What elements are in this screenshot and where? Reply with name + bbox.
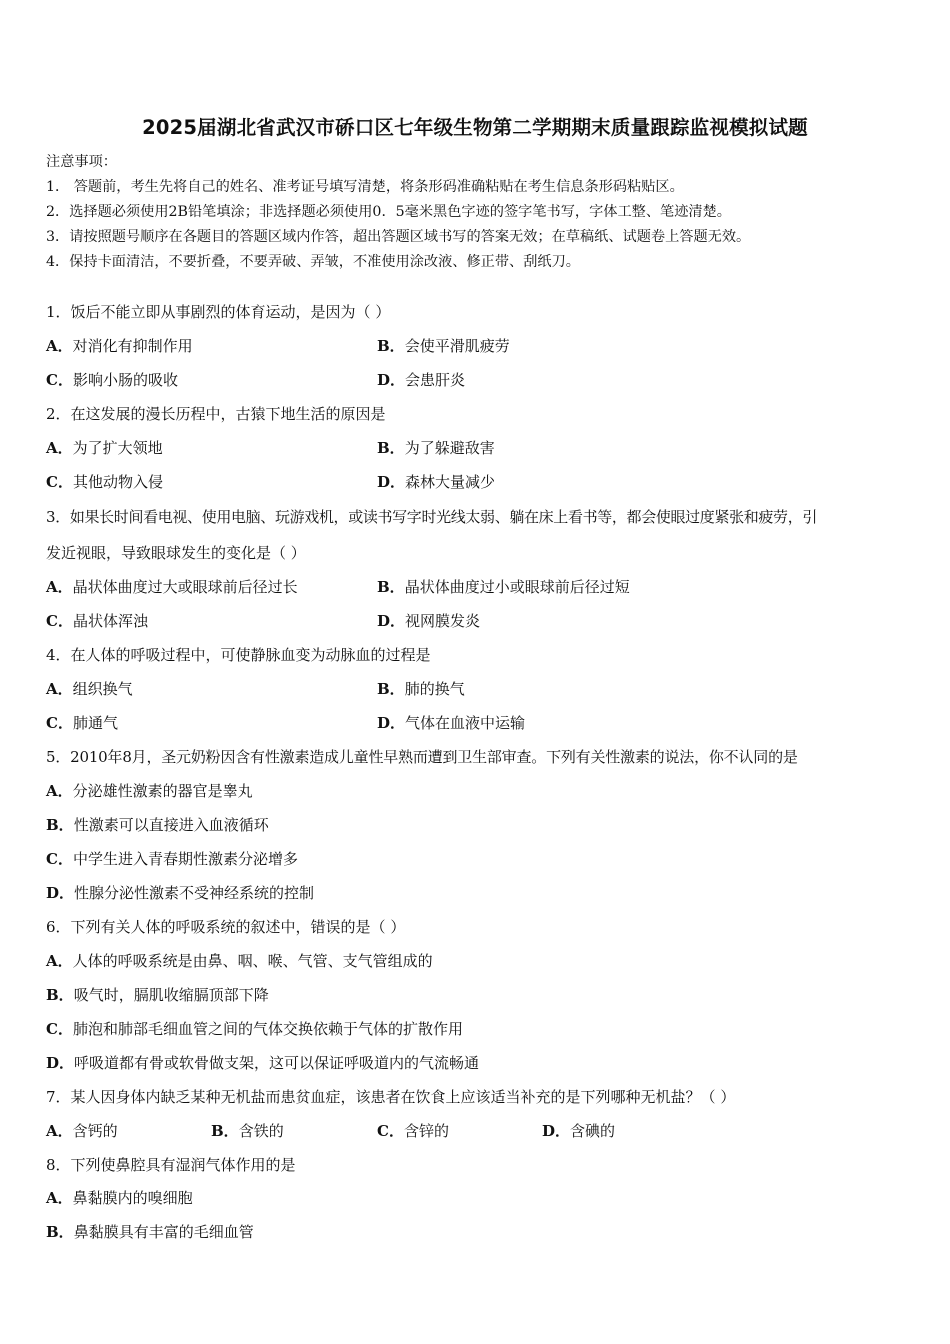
option-text: 对消化有抑制作用 bbox=[72, 337, 193, 355]
option-label: B． bbox=[46, 1223, 74, 1241]
option-6c[interactable] bbox=[46, 1018, 463, 1039]
option-text: 吸气时，膈肌收缩膈顶部下降 bbox=[73, 986, 269, 1004]
option-6d[interactable] bbox=[46, 1052, 479, 1073]
option-7d[interactable] bbox=[542, 1120, 615, 1141]
notice-section bbox=[46, 150, 916, 275]
option-text: 晶状体曲度过大或眼球前后径过长 bbox=[72, 578, 298, 596]
option-text: 为了扩大领地 bbox=[72, 439, 163, 457]
option-text: 为了躲避敌害 bbox=[404, 439, 495, 457]
option-label: D． bbox=[542, 1122, 571, 1140]
option-text: 肺通气 bbox=[72, 714, 118, 732]
option-2c[interactable] bbox=[46, 471, 163, 492]
option-label: A． bbox=[46, 952, 73, 970]
option-text: 视网膜发炎 bbox=[405, 612, 481, 630]
notice-heading: 注意事项： bbox=[46, 154, 117, 170]
option-label: C． bbox=[46, 473, 73, 491]
option-text: 会使平滑肌疲劳 bbox=[404, 337, 510, 355]
option-7a[interactable] bbox=[46, 1120, 118, 1141]
question-stem-4: 4．在人体的呼吸过程中，可使静脉血变为动脉血的过程是 bbox=[46, 646, 431, 664]
notice-item: 3．请按照题号顺序在各题目的答题区域内作答，超出答题区域书写的答案无效；在草稿纸、试题卷上答题无效。 bbox=[46, 229, 751, 245]
option-1a[interactable] bbox=[46, 335, 193, 356]
option-label: A． bbox=[46, 782, 73, 800]
notice-item: 1． 答题前，考生先将自己的姓名、准考证号填写清楚，将条形码准确粘贴在考生信息条形码粘贴区。 bbox=[46, 179, 684, 195]
option-label: B． bbox=[377, 337, 405, 355]
option-1b[interactable] bbox=[377, 335, 510, 356]
option-text: 鼻黏膜具有丰富的毛细血管 bbox=[73, 1223, 254, 1241]
option-4c[interactable] bbox=[46, 712, 118, 733]
option-label: C． bbox=[46, 1020, 73, 1038]
option-text: 人体的呼吸系统是由鼻、咽、喉、气管、支气管组成的 bbox=[72, 952, 433, 970]
option-text: 含钙的 bbox=[72, 1122, 118, 1140]
option-5c[interactable] bbox=[46, 848, 298, 869]
notice-item: 4．保持卡面清洁，不要折叠，不要弄破、弄皱，不准使用涂改液、修正带、刮纸刀。 bbox=[46, 254, 580, 270]
option-label: D． bbox=[377, 714, 406, 732]
option-text: 呼吸道都有骨或软骨做支架，这可以保证呼吸道内的气流畅通 bbox=[74, 1054, 480, 1072]
option-label: C． bbox=[46, 850, 73, 868]
option-8a[interactable] bbox=[46, 1187, 193, 1208]
option-label: C． bbox=[46, 371, 73, 389]
option-text: 会患肝炎 bbox=[405, 371, 466, 389]
option-label: D． bbox=[377, 612, 406, 630]
question-stem-8: 8．下列使鼻腔具有湿润气体作用的是 bbox=[46, 1156, 296, 1174]
option-text: 含铁的 bbox=[238, 1122, 284, 1140]
option-text: 中学生进入青春期性激素分泌增多 bbox=[72, 850, 298, 868]
option-label: C． bbox=[377, 1122, 404, 1140]
option-label: A． bbox=[46, 1189, 73, 1207]
option-label: C． bbox=[46, 612, 73, 630]
option-label: D． bbox=[377, 473, 406, 491]
option-1d[interactable] bbox=[377, 369, 465, 390]
option-label: A． bbox=[46, 578, 73, 596]
option-text: 肺的换气 bbox=[404, 680, 465, 698]
option-label: D． bbox=[46, 884, 75, 902]
option-5b[interactable] bbox=[46, 814, 269, 835]
option-text: 晶状体曲度过小或眼球前后径过短 bbox=[404, 578, 630, 596]
option-label: A． bbox=[46, 439, 73, 457]
option-text: 鼻黏膜内的嗅细胞 bbox=[72, 1189, 193, 1207]
option-2d[interactable] bbox=[377, 471, 495, 492]
option-7c[interactable] bbox=[377, 1120, 449, 1141]
question-stem-7: 7．某人因身体内缺乏某种无机盐而患贫血症，该患者在饮食上应该适当补充的是下列哪种无机盐？（ ） bbox=[46, 1088, 736, 1106]
option-label: D． bbox=[377, 371, 406, 389]
page-title: 2025届湖北省武汉市硚口区七年级生物第二学期期末质量跟踪监视模拟试题 bbox=[142, 116, 808, 139]
option-4a[interactable] bbox=[46, 678, 133, 699]
option-text: 影响小肠的吸收 bbox=[72, 371, 178, 389]
question-stem-3-cont: 发近视眼，导致眼球发生的变化是（ ） bbox=[46, 544, 306, 562]
option-text: 性激素可以直接进入血液循环 bbox=[73, 816, 269, 834]
option-text: 含锌的 bbox=[403, 1122, 449, 1140]
option-label: B． bbox=[211, 1122, 239, 1140]
option-8b[interactable] bbox=[46, 1221, 254, 1242]
option-5d[interactable] bbox=[46, 882, 314, 903]
option-3c[interactable] bbox=[46, 610, 148, 631]
question-stem-6: 6．下列有关人体的呼吸系统的叙述中，错误的是（ ） bbox=[46, 918, 406, 936]
option-text: 其他动物入侵 bbox=[72, 473, 163, 491]
option-3b[interactable] bbox=[377, 576, 630, 597]
option-text: 性腺分泌性激素不受神经系统的控制 bbox=[74, 884, 315, 902]
option-6a[interactable] bbox=[46, 950, 433, 971]
option-3a[interactable] bbox=[46, 576, 298, 597]
option-2a[interactable] bbox=[46, 437, 163, 458]
option-label: B． bbox=[377, 578, 405, 596]
question-stem-2: 2．在这发展的漫长历程中，古猿下地生活的原因是 bbox=[46, 405, 386, 423]
option-7b[interactable] bbox=[211, 1120, 284, 1141]
option-text: 森林大量减少 bbox=[405, 473, 496, 491]
question-stem-3: 3．如果长时间看电视、使用电脑、玩游戏机，或读书写字时光线太弱、躺在床上看书等，都会使眼过度紧张和疲劳，引 bbox=[46, 508, 817, 526]
option-label: B． bbox=[377, 680, 405, 698]
option-2b[interactable] bbox=[377, 437, 495, 458]
option-label: A． bbox=[46, 337, 73, 355]
option-4b[interactable] bbox=[377, 678, 465, 699]
option-5a[interactable] bbox=[46, 780, 253, 801]
option-6b[interactable] bbox=[46, 984, 269, 1005]
option-label: B． bbox=[46, 816, 74, 834]
option-text: 气体在血液中运输 bbox=[405, 714, 526, 732]
question-stem-5: 5．2010年8月，圣元奶粉因含有性激素造成儿童性早熟而遭到卫生部审查。下列有关性激素的说法，你不认同的是 bbox=[46, 748, 798, 766]
option-text: 组织换气 bbox=[72, 680, 133, 698]
option-3d[interactable] bbox=[377, 610, 480, 631]
option-4d[interactable] bbox=[377, 712, 525, 733]
notice-item: 2．选择题必须使用2B铅笔填涂；非选择题必须使用0．5毫米黑色字迹的签字笔书写，字体工整、笔迹清楚。 bbox=[46, 204, 731, 220]
option-label: D． bbox=[46, 1054, 75, 1072]
question-stem-1: 1．饭后不能立即从事剧烈的体育运动，是因为（ ） bbox=[46, 303, 391, 321]
option-text: 分泌雄性激素的器官是睾丸 bbox=[72, 782, 253, 800]
option-label: B． bbox=[377, 439, 405, 457]
option-label: C． bbox=[46, 714, 73, 732]
option-label: A． bbox=[46, 1122, 73, 1140]
option-text: 含碘的 bbox=[570, 1122, 616, 1140]
option-1c[interactable] bbox=[46, 369, 178, 390]
option-label: B． bbox=[46, 986, 74, 1004]
option-text: 肺泡和肺部毛细血管之间的气体交换依赖于气体的扩散作用 bbox=[72, 1020, 463, 1038]
option-label: A． bbox=[46, 680, 73, 698]
option-text: 晶状体浑浊 bbox=[72, 612, 148, 630]
